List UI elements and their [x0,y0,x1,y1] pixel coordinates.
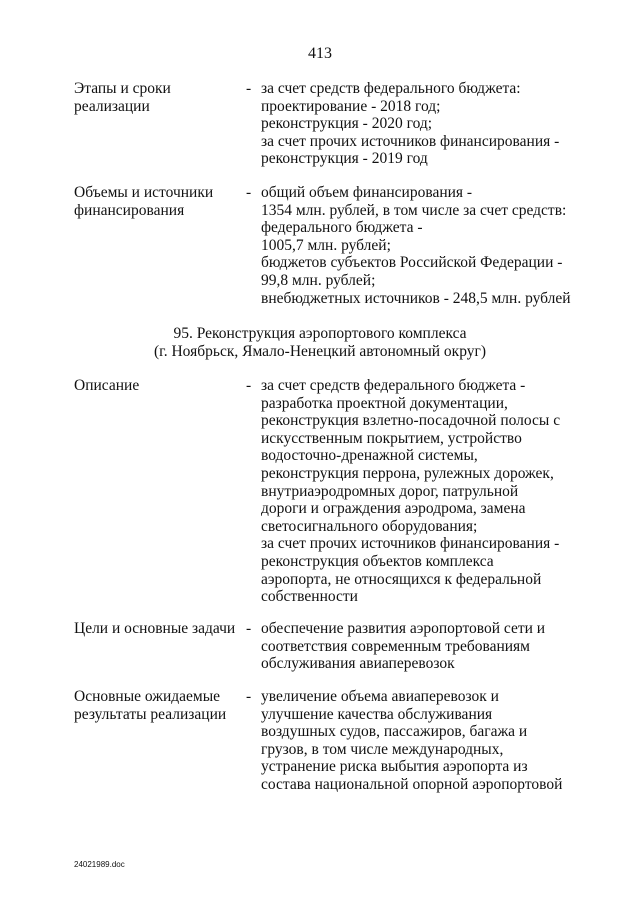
row-dash: - [246,184,252,201]
section-title-line-2: (г. Ноябрьск, Ямало-Ненецкий автономный округ) [153,343,487,360]
row-value: общий объем финансирования - 1354 млн. рублей, в том числе за счет средств: федерального бюджета - 1005,7 млн. рублей; бюджетов субъектов Российской Федерации - 99,8 млн. рублей; внебюджетных источников - 248,5 млн. рублей [261,184,571,307]
row-value: за счет средств федерального бюджета: проектирование - 2018 год; реконструкция - 2020 год; за счет прочих источников финансирования - реконструкция - 2019 год [261,80,560,168]
row-label: Цели и основные задачи [74,620,236,637]
section-heading [0,325,640,361]
row-value: обеспечение развития аэропортовой сети и соответствия современным требованиям обслуживания авиаперевозок [261,620,546,673]
document-filename: 24021989.doc [74,860,125,869]
row-dash: - [246,80,252,97]
row-label: Основные ожидаемые результаты реализации [74,688,227,723]
row-dash: - [246,377,252,394]
page-number: 413 [308,45,332,62]
row-label: Объемы и источники финансирования [74,184,214,219]
row-value: увеличение объема авиаперевозок и улучшение качества обслуживания воздушных судов, пассажиров, багажа и грузов, в том числе международных, устранение риска выбытия аэропорта из состава национальной опорной аэропортовой [261,688,563,793]
row-label: Этапы и сроки реализации [74,80,171,115]
row-value: за счет средств федерального бюджета - разработка проектной документации, реконструкция взлетно-посадочной полосы с искусственным покрытием, устройство водосточно-дренажной системы, реконструкция перрона, рулежных дорожек, внутриаэродромных дорог, патрульной дороги и ограждения аэродрома, замена светосигнального оборудования; за счет прочих источников финансирования - реконструкция объектов комплекса аэропорта, не относящихся к федеральной собственности [261,377,561,606]
row-dash: - [246,688,252,705]
row-dash: - [246,620,252,637]
section-title-line-1: 95. Реконструкция аэропортового комплекса [173,325,467,342]
row-label: Описание [74,377,140,394]
